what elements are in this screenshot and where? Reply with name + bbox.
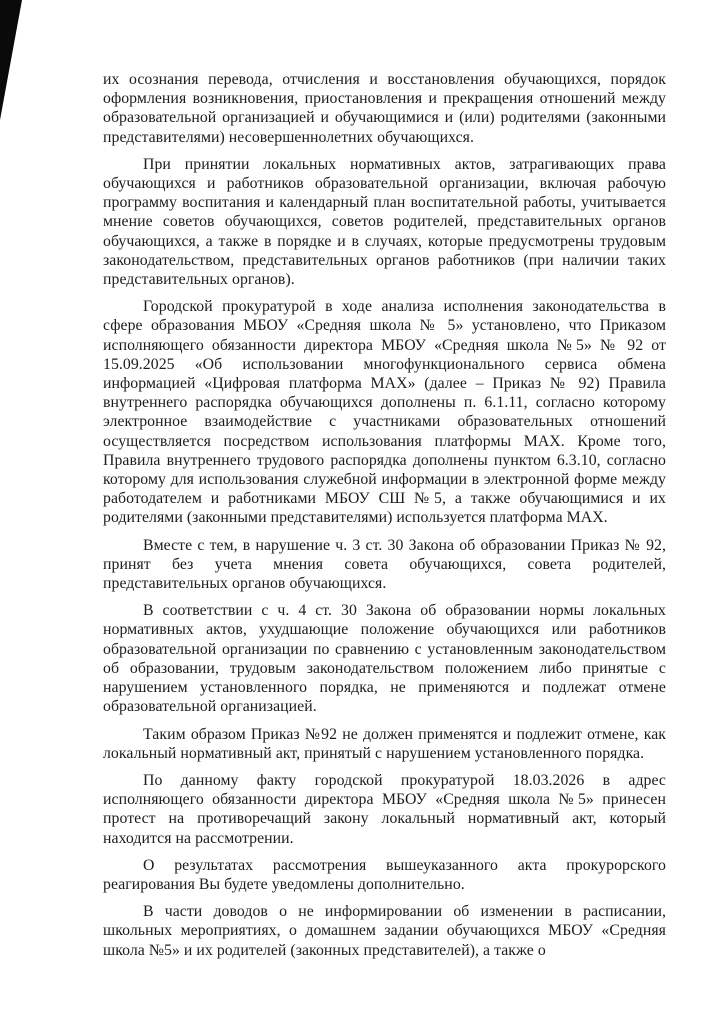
paragraph-violation: Вместе с тем, в нарушение ч. 3 ст. 30 Закона об образовании Приказ № 92, принят без учета мнения совета обучающихся, совета родителей, представительных органов обучающихся. (103, 536, 666, 593)
paragraph-prosecutor-findings: Городской прокуратурой в ходе анализа исполнения законодательства в сфере образования МБОУ «Средняя школа № 5» установлено, что Приказом исполняющего обязанности директора МБОУ «Средняя школа №5» № 92 от 15.09.2025 «Об использовании многофункционального сервиса обмена информацией «Цифровая платформа МАХ» (далее – Приказ № 92) Правила внутреннего распорядка обучающихся дополнены п. 6.1.11, согласно которому электронное взаимодействие с участниками образовательных отношений осуществляется посредством использования платформы МАХ. Кроме того, Правила внутреннего трудового распорядка дополнены пунктом 6.3.10, согласно которому для использования служебной информации в электронной форме между работодателем и работниками МБОУ СШ №5, а также обучающимися и их родителями (законными представителями) используется платформа МАХ. (103, 298, 666, 527)
document-body (103, 70, 666, 968)
paragraph-consent-order: их осознания перевода, отчисления и восстановления обучающихся, порядок оформления возникновения, приостановления и прекращения отношений между образовательной организацией и обучающимися и (или) родителями (законными представителями) несовершеннолетних обучающихся. (103, 71, 666, 146)
paragraph-schedule-arguments: В части доводов о не информировании об изменении в расписании, школьных мероприятиях, о домашнем задании обучающихся МБОУ «Средняя школа №5» и их родителей (законных представителей), а также о (103, 903, 666, 959)
paragraph-conclusion: Таким образом Приказ №92 не должен применятся и подлежит отмене, как локальный нормативный акт, принятый с нарушением установленного порядка. (103, 725, 666, 762)
paragraph-local-acts-opinion: При принятии локальных нормативных актов, затрагивающих права обучающихся и работников образовательной организации, включая рабочую программу воспитания и календарный план воспитательной работы, учитывается мнение советов обучающихся, советов родителей, представительных органов обучающихся, а также в порядке и в случаях, которые предусмотрены трудовым законодательством, представительных органов работников (при наличии таких представительных органов). (103, 155, 666, 289)
paragraph-law-norms: В соответствии с ч. 4 ст. 30 Закона об образовании нормы локальных нормативных актов, ухудшающие положение обучающихся или работников образовательной организации по сравнению с установленным законодательством об образовании, трудовым законодательством положением либо принятые с нарушением установленного порядка, не применяются и подлежат отмене образовательной организацией. (103, 602, 666, 716)
paragraph-protest: По данному факту городской прокуратурой 18.03.2026 в адрес исполняющего обязанности директора МБОУ «Средняя школа №5» принесен протест на противоречащий закону локальный нормативный акт, который находится на рассмотрении. (103, 771, 666, 847)
paragraph-notification: О результатах рассмотрения вышеуказанного акта прокурорского реагирования Вы будете уведомлены дополнительно. (103, 856, 666, 893)
scan-shadow-corner (0, 0, 22, 120)
